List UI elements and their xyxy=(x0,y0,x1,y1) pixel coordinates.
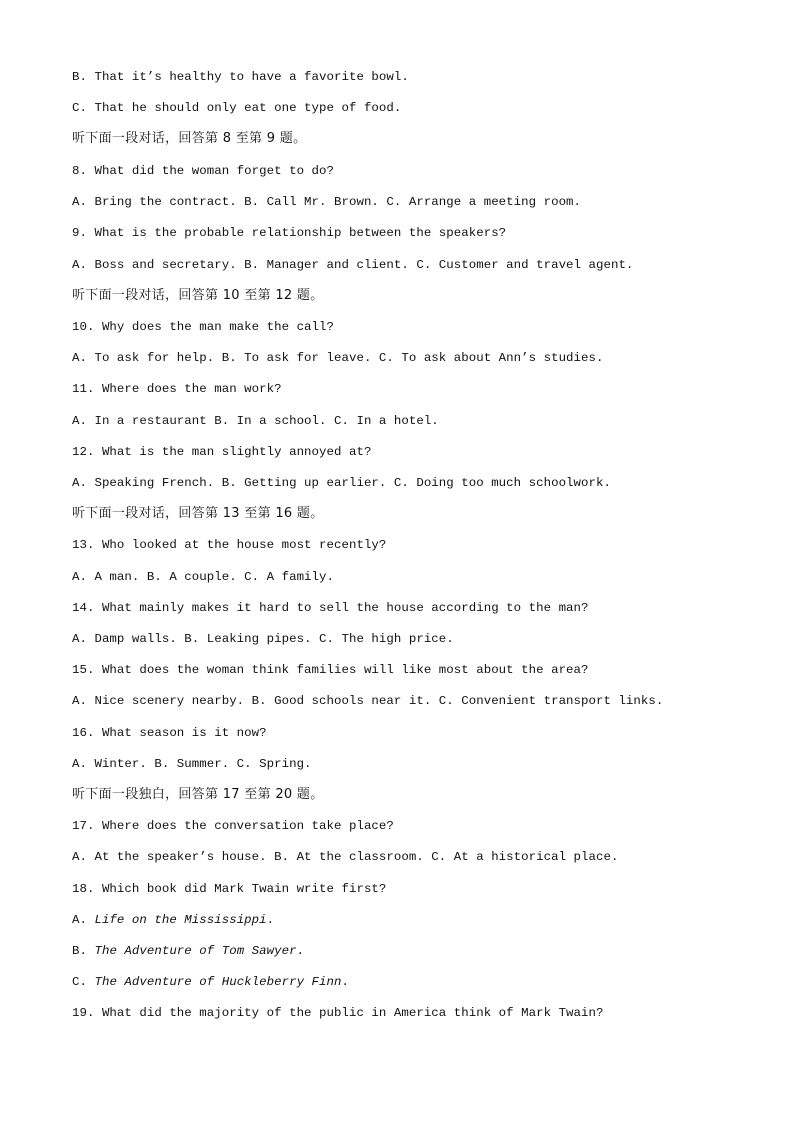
option-line: A. Speaking French. B. Getting up earlier. C. Doing too much schoolwork. xyxy=(72,476,611,490)
option-line: A. Bring the contract. B. Call Mr. Brown. C. Arrange a meeting room. xyxy=(72,195,582,209)
book-title: The Adventure of Huckleberry Finn xyxy=(94,975,342,989)
option-line: A. Winter. B. Summer. C. Spring. xyxy=(72,757,312,771)
option-prefix: B. xyxy=(72,944,95,958)
option-suffix: . xyxy=(341,975,349,989)
option-prefix: A. xyxy=(72,913,95,927)
option-line: A. A man. B. A couple. C. A family. xyxy=(72,570,334,584)
question-line: 13. Who looked at the house most recently? xyxy=(72,538,387,552)
option-line: A. Boss and secretary. B. Manager and client. C. Customer and travel agent. xyxy=(72,258,634,272)
question-line: 9. What is the probable relationship between the speakers? xyxy=(72,226,507,240)
option-line: B. That it’s healthy to have a favorite bowl. xyxy=(72,70,409,84)
question-line: 17. Where does the conversation take place? xyxy=(72,819,394,833)
question-line: 15. What does the woman think families will like most about the area? xyxy=(72,663,589,677)
option-line xyxy=(72,974,349,990)
option-suffix: . xyxy=(296,944,305,958)
question-line: 14. What mainly makes it hard to sell the house according to the man? xyxy=(72,601,589,615)
option-suffix: . xyxy=(266,913,275,927)
option-line: A. To ask for help. B. To ask for leave. C. To ask about Ann’s studies. xyxy=(72,351,604,365)
book-title: The Adventure of Tom Sawyer xyxy=(94,944,297,958)
question-line: 11. Where does the man work? xyxy=(72,382,282,396)
question-line: 18. Which book did Mark Twain write first? xyxy=(72,882,387,896)
option-line: A. Damp walls. B. Leaking pipes. C. The high price. xyxy=(72,632,454,646)
book-title: Life on the Mississippi xyxy=(94,913,267,927)
option-line xyxy=(72,912,274,928)
section-instruction: 听下面一段独白，回答第 17 至第 20 题。 xyxy=(72,787,324,802)
option-line: A. At the speaker’s house. B. At the classroom. C. At a historical place. xyxy=(72,850,619,864)
section-instruction: 听下面一段对话，回答第 13 至第 16 题。 xyxy=(72,506,324,521)
question-line: 8. What did the woman forget to do? xyxy=(72,164,334,178)
question-line: 19. What did the majority of the public in America think of Mark Twain? xyxy=(72,1006,604,1020)
question-line: 16. What season is it now? xyxy=(72,726,267,740)
option-line: C. That he should only eat one type of food. xyxy=(72,101,402,115)
section-instruction: 听下面一段对话，回答第 10 至第 12 题。 xyxy=(72,288,324,303)
option-line: A. In a restaurant B. In a school. C. In a hotel. xyxy=(72,414,439,428)
question-line: 12. What is the man slightly annoyed at? xyxy=(72,445,372,459)
option-prefix: C. xyxy=(72,975,95,989)
section-instruction: 听下面一段对话，回答第 8 至第 9 题。 xyxy=(72,131,307,146)
option-line: A. Nice scenery nearby. B. Good schools near it. C. Convenient transport links. xyxy=(72,694,664,708)
option-line xyxy=(72,943,304,959)
question-line: 10. Why does the man make the call? xyxy=(72,320,334,334)
